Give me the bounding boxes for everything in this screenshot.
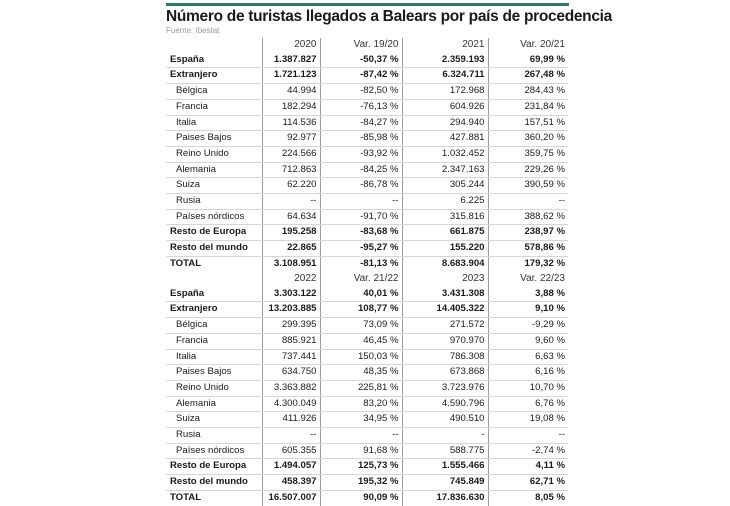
row-label: Francia xyxy=(166,333,262,349)
row-label: Paises Bajos xyxy=(166,131,262,147)
cell-value: 8,05 % xyxy=(488,490,568,505)
table-row xyxy=(166,256,568,271)
table-row xyxy=(166,349,568,365)
table-row xyxy=(166,396,568,412)
cell-value: 786.308 xyxy=(402,349,488,365)
cell-value: 150,03 % xyxy=(320,349,402,365)
cell-value: 4.590.796 xyxy=(402,396,488,412)
cell-value: 3.108.951 xyxy=(262,256,320,271)
table-row xyxy=(166,53,568,68)
cell-value: 458.397 xyxy=(262,475,320,491)
cell-value: 16.507.007 xyxy=(262,490,320,505)
cell-value: 6.324.711 xyxy=(402,68,488,84)
cell-value: -76,13 % xyxy=(320,99,402,115)
cell-value: 305.244 xyxy=(402,178,488,194)
cell-value: 6,76 % xyxy=(488,396,568,412)
column-header: 2023 xyxy=(402,272,488,287)
row-label: Rusia xyxy=(166,428,262,444)
cell-value: - xyxy=(402,428,488,444)
cell-value: 315.816 xyxy=(402,209,488,225)
row-label: Bélgica xyxy=(166,318,262,334)
cell-value: 578,86 % xyxy=(488,241,568,257)
cell-value: -95,27 % xyxy=(320,241,402,257)
cell-value: -82,50 % xyxy=(320,84,402,100)
cell-value: 411.926 xyxy=(262,412,320,428)
cell-value: 40,01 % xyxy=(320,287,402,302)
column-header-empty xyxy=(166,272,262,287)
cell-value: 108,77 % xyxy=(320,302,402,318)
row-label: TOTAL xyxy=(170,257,202,269)
column-header: Var. 22/23 xyxy=(488,272,568,287)
cell-value: -85,98 % xyxy=(320,131,402,147)
cell-value: -84,25 % xyxy=(320,162,402,178)
table-2022-2023 xyxy=(166,272,568,506)
row-label: Países nórdicos xyxy=(166,443,262,459)
cell-value: 4.300.049 xyxy=(262,396,320,412)
row-label: Resto del mundo xyxy=(166,475,262,491)
accent-bar xyxy=(166,3,569,6)
cell-value: 69,99 % xyxy=(488,53,568,68)
row-label: España xyxy=(166,53,262,68)
row-label: Alemania xyxy=(166,396,262,412)
cell-value: 427.881 xyxy=(402,131,488,147)
cell-value: 673.868 xyxy=(402,365,488,381)
cell-value: 48,35 % xyxy=(320,365,402,381)
row-label: Países nórdicos xyxy=(166,209,262,225)
cell-value: -81,13 % xyxy=(320,256,402,271)
cell-value: 1.555.466 xyxy=(402,459,488,475)
cell-value: 10,70 % xyxy=(488,380,568,396)
cell-value: 91,68 % xyxy=(320,443,402,459)
cell-value: -- xyxy=(488,428,568,444)
cell-value: 9,60 % xyxy=(488,333,568,349)
page-title: Número de turistas llegados a Balears por país de procedencia xyxy=(166,8,612,25)
cell-value: -- xyxy=(320,428,402,444)
table-row xyxy=(166,84,568,100)
column-header: Var. 20/21 xyxy=(488,38,568,53)
table-row xyxy=(166,490,568,505)
table-row xyxy=(166,115,568,131)
column-header: Var. 19/20 xyxy=(320,38,402,53)
cell-value: 157,51 % xyxy=(488,115,568,131)
cell-value: 390,59 % xyxy=(488,178,568,194)
row-label: Reino Unido xyxy=(166,146,262,162)
cell-value: 225,81 % xyxy=(320,380,402,396)
cell-value: 62.220 xyxy=(262,178,320,194)
cell-value: 3.363.882 xyxy=(262,380,320,396)
cell-value: -9,29 % xyxy=(488,318,568,334)
cell-value: 179,32 % xyxy=(488,256,568,271)
cell-value: 294.940 xyxy=(402,115,488,131)
table-header-row xyxy=(166,272,568,287)
cell-value: -2,74 % xyxy=(488,443,568,459)
cell-value: -93,92 % xyxy=(320,146,402,162)
table-row xyxy=(166,380,568,396)
cell-value: 114.536 xyxy=(262,115,320,131)
table-row xyxy=(166,443,568,459)
cell-value: 588.775 xyxy=(402,443,488,459)
cell-value: -- xyxy=(320,194,402,210)
cell-value: 90,09 % xyxy=(320,490,402,505)
cell-value: 359,75 % xyxy=(488,146,568,162)
cell-value: 490.510 xyxy=(402,412,488,428)
cell-value: 284,43 % xyxy=(488,84,568,100)
table-row xyxy=(166,178,568,194)
cell-value: 6,63 % xyxy=(488,349,568,365)
cell-value: 1.494.057 xyxy=(262,459,320,475)
cell-value: 737.441 xyxy=(262,349,320,365)
cell-value: 1.387.827 xyxy=(262,53,320,68)
cell-value: 172.968 xyxy=(402,84,488,100)
row-label: Paises Bajos xyxy=(166,365,262,381)
table-2020-2021 xyxy=(166,38,568,272)
cell-value: 3.723.976 xyxy=(402,380,488,396)
table-row xyxy=(166,333,568,349)
cell-value: -86,78 % xyxy=(320,178,402,194)
cell-value: 3.431.308 xyxy=(402,287,488,302)
cell-value: 360,20 % xyxy=(488,131,568,147)
column-header: 2021 xyxy=(402,38,488,53)
table-row xyxy=(166,68,568,84)
row-label: Rusia xyxy=(166,194,262,210)
table-row xyxy=(166,302,568,318)
cell-value: 34,95 % xyxy=(320,412,402,428)
column-header-empty xyxy=(166,38,262,53)
cell-value: 271.572 xyxy=(402,318,488,334)
cell-value: -83,68 % xyxy=(320,225,402,241)
cell-value: 6.225 xyxy=(402,194,488,210)
cell-value: 605.355 xyxy=(262,443,320,459)
cell-value: 8.683.904 xyxy=(402,256,488,271)
column-header: Var. 21/22 xyxy=(320,272,402,287)
cell-value: -- xyxy=(262,194,320,210)
row-label: Italia xyxy=(166,349,262,365)
cell-value: 19,08 % xyxy=(488,412,568,428)
cell-value: 970.970 xyxy=(402,333,488,349)
table-row xyxy=(166,287,568,302)
row-label: Bélgica xyxy=(166,84,262,100)
table-row xyxy=(166,194,568,210)
row-label: Alemania xyxy=(166,162,262,178)
cell-value: 182.294 xyxy=(262,99,320,115)
cell-value: 125,73 % xyxy=(320,459,402,475)
cell-value: -84,27 % xyxy=(320,115,402,131)
cell-value: 73,09 % xyxy=(320,318,402,334)
cell-value: 299.395 xyxy=(262,318,320,334)
cell-value: -- xyxy=(262,428,320,444)
table-row xyxy=(166,131,568,147)
column-header: 2022 xyxy=(262,272,320,287)
cell-value: 604.926 xyxy=(402,99,488,115)
row-label: Extranjero xyxy=(166,68,262,84)
row-label: Reino Unido xyxy=(166,380,262,396)
cell-value: 2.359.193 xyxy=(402,53,488,68)
cell-value: 14.405.322 xyxy=(402,302,488,318)
cell-value: 4,11 % xyxy=(488,459,568,475)
cell-value: -- xyxy=(488,194,568,210)
table-row xyxy=(166,412,568,428)
row-label: TOTAL xyxy=(170,491,202,503)
table-header-row xyxy=(166,38,568,53)
cell-value: 661.875 xyxy=(402,225,488,241)
row-label: España xyxy=(166,287,262,302)
cell-value: 9,10 % xyxy=(488,302,568,318)
cell-value: 267,48 % xyxy=(488,68,568,84)
cell-value: -91,70 % xyxy=(320,209,402,225)
row-label: Extranjero xyxy=(166,302,262,318)
cell-value: 712.863 xyxy=(262,162,320,178)
row-label: Resto del mundo xyxy=(166,241,262,257)
cell-value: 231,84 % xyxy=(488,99,568,115)
row-label: Suiza xyxy=(166,178,262,194)
cell-value: 195.258 xyxy=(262,225,320,241)
cell-value: 1.721.123 xyxy=(262,68,320,84)
cell-value: 3,88 % xyxy=(488,287,568,302)
cell-value: 224.566 xyxy=(262,146,320,162)
table-row xyxy=(166,209,568,225)
row-label: Suiza xyxy=(166,412,262,428)
cell-value: 229,26 % xyxy=(488,162,568,178)
table-row xyxy=(166,99,568,115)
cell-value: 885.921 xyxy=(262,333,320,349)
cell-value: 238,97 % xyxy=(488,225,568,241)
cell-value: 3.303.122 xyxy=(262,287,320,302)
table-row xyxy=(166,146,568,162)
cell-value: 1.032.452 xyxy=(402,146,488,162)
table-row xyxy=(166,225,568,241)
cell-value: 46,45 % xyxy=(320,333,402,349)
cell-value: 62,71 % xyxy=(488,475,568,491)
row-label: Italia xyxy=(166,115,262,131)
cell-value: 195,32 % xyxy=(320,475,402,491)
cell-value: 92.977 xyxy=(262,131,320,147)
cell-value: 388,62 % xyxy=(488,209,568,225)
cell-value: 17.836.630 xyxy=(402,490,488,505)
row-label: Resto de Europa xyxy=(166,225,262,241)
source-note: Fuente: Ibestat xyxy=(166,26,220,35)
cell-value: 745.849 xyxy=(402,475,488,491)
table-row xyxy=(166,365,568,381)
row-label: Resto de Europa xyxy=(166,459,262,475)
cell-value: 83,20 % xyxy=(320,396,402,412)
table-row xyxy=(166,241,568,257)
cell-value: 64.634 xyxy=(262,209,320,225)
row-label: Francia xyxy=(166,99,262,115)
table-row xyxy=(166,162,568,178)
cell-value: 44.994 xyxy=(262,84,320,100)
column-header: 2020 xyxy=(262,38,320,53)
cell-value: -50,37 % xyxy=(320,53,402,68)
table-row xyxy=(166,475,568,491)
cell-value: 155.220 xyxy=(402,241,488,257)
cell-value: 6,16 % xyxy=(488,365,568,381)
table-row xyxy=(166,459,568,475)
cell-value: 22.865 xyxy=(262,241,320,257)
table-row xyxy=(166,428,568,444)
cell-value: 13.203.885 xyxy=(262,302,320,318)
cell-value: -87,42 % xyxy=(320,68,402,84)
cell-value: 634.750 xyxy=(262,365,320,381)
table-row xyxy=(166,318,568,334)
cell-value: 2.347.163 xyxy=(402,162,488,178)
